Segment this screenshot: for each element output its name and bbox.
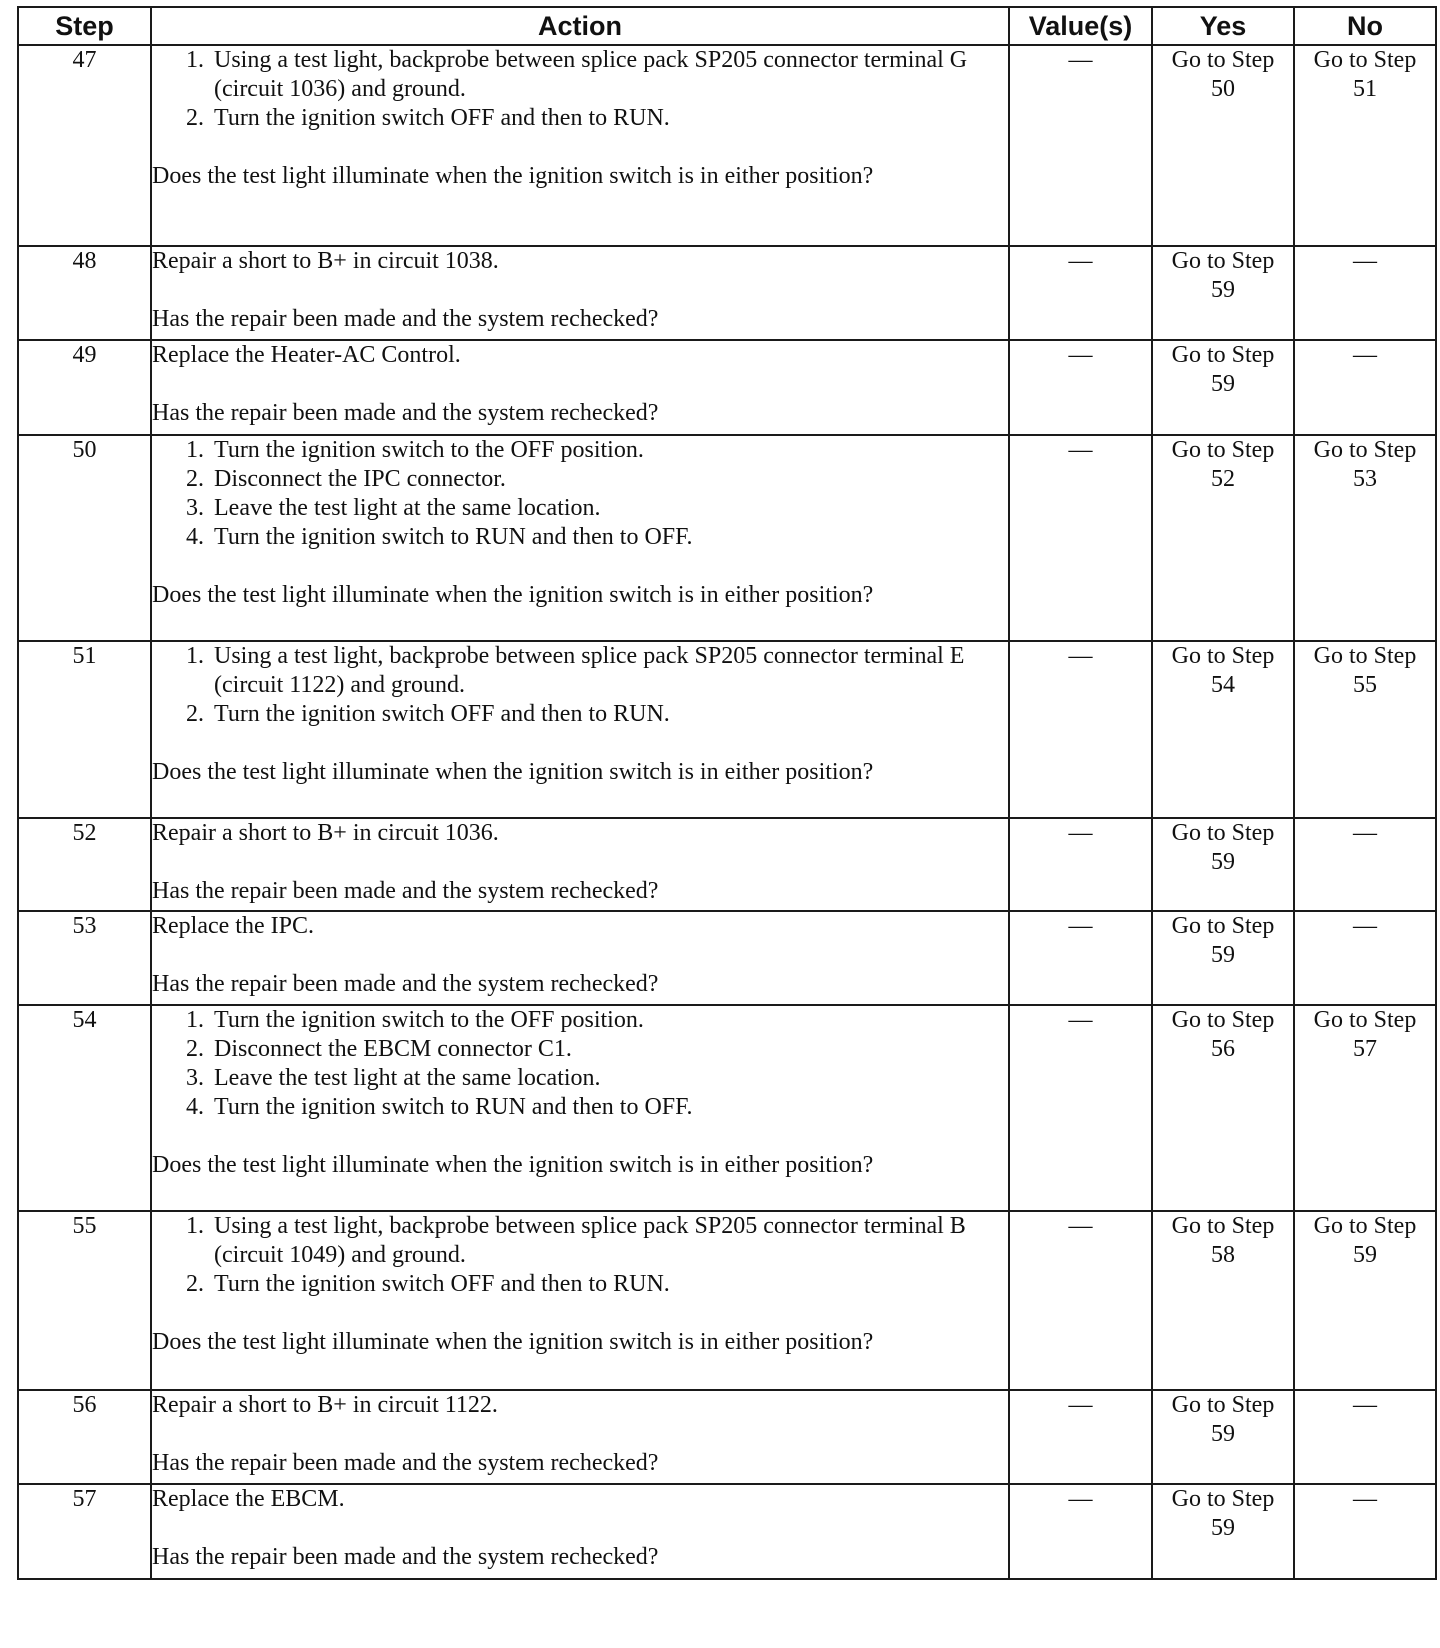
question-text: Has the repair been made and the system rechecked? [152,1450,659,1476]
no-goto-text: — [1353,820,1377,846]
yes-cell [1152,1211,1294,1390]
question-text: Has the repair been made and the system rechecked? [152,971,659,997]
action-text: Replace the IPC. [152,913,314,939]
table-row [18,246,1436,340]
yes-goto-text: Go to Step [1171,437,1275,463]
instruction-item: 1. Turn the ignition switch to the OFF position. [210,436,1008,465]
no-goto-text: Go to Step [1313,1213,1417,1239]
instruction-item: 1. Turn the ignition switch to the OFF position. [210,1006,1008,1035]
instruction-item: 3. Leave the test light at the same location. [210,494,1008,523]
instruction-item: 2. Turn the ignition switch OFF and then to RUN. [210,1270,1008,1299]
table-row [18,45,1436,246]
header-no: No [1294,7,1436,45]
step-number: 47 [18,45,151,246]
value-cell: — [1009,818,1152,911]
instruction-item: 4. Turn the ignition switch to RUN and then to OFF. [210,523,1008,552]
value-cell: — [1009,1211,1152,1390]
no-goto-text: Go to Step [1313,47,1417,73]
header-values: Value(s) [1009,7,1152,45]
yes-cell [1152,1005,1294,1211]
instruction-item: 1. Using a test light, backprobe between splice pack SP205 connector terminal B (circuit 1049) and ground. [210,1212,1008,1270]
no-goto-text: — [1353,1486,1377,1512]
action-text: Repair a short to B+ in circuit 1122. [152,1392,498,1418]
value-cell: — [1009,45,1152,246]
header-action: Action [151,7,1009,45]
value-cell: — [1009,911,1152,1005]
value-cell: — [1009,1005,1152,1211]
yes-cell [1152,435,1294,641]
question-text: Does the test light illuminate when the ignition switch is in either position? [152,163,874,189]
no-goto-text: Go to Step [1313,643,1417,669]
instruction-item: 2. Turn the ignition switch OFF and then to RUN. [210,700,1008,729]
step-number: 48 [18,246,151,340]
question-text: Has the repair been made and the system rechecked? [152,1544,659,1570]
yes-goto-text: Go to Step [1171,1007,1275,1033]
no-goto-text: Go to Step [1313,1007,1417,1033]
table-row [18,911,1436,1005]
instruction-item: 2. Disconnect the IPC connector. [210,465,1008,494]
action-cell [151,1005,1009,1211]
table-row [18,1484,1436,1579]
instruction-list [152,46,1008,133]
yes-goto-text: 59 [1211,1515,1235,1541]
table-row [18,1211,1436,1390]
no-goto-text: 57 [1353,1036,1377,1062]
step-number: 49 [18,340,151,435]
step-number: 54 [18,1005,151,1211]
step-number: 51 [18,641,151,818]
yes-goto-text: Go to Step [1171,913,1275,939]
yes-cell [1152,340,1294,435]
step-number: 57 [18,1484,151,1579]
table-row [18,818,1436,911]
yes-goto-text: Go to Step [1171,342,1275,368]
no-cell [1294,1005,1436,1211]
no-cell [1294,818,1436,911]
no-goto-text: 51 [1353,76,1377,102]
action-cell [151,641,1009,818]
yes-goto-text: Go to Step [1171,1392,1275,1418]
no-cell [1294,435,1436,641]
table-row [18,340,1436,435]
table-row [18,641,1436,818]
step-number: 50 [18,435,151,641]
yes-goto-text: 59 [1211,849,1235,875]
question-text: Does the test light illuminate when the ignition switch is in either position? [152,759,874,785]
yes-cell [1152,818,1294,911]
no-goto-text: Go to Step [1313,437,1417,463]
yes-goto-text: 50 [1211,76,1235,102]
table-body [18,45,1436,1579]
value-cell: — [1009,340,1152,435]
yes-goto-text: 56 [1211,1036,1235,1062]
action-cell [151,1484,1009,1579]
no-goto-text: 53 [1353,466,1377,492]
action-cell [151,246,1009,340]
header-row [18,7,1436,45]
yes-goto-text: Go to Step [1171,248,1275,274]
question-text: Does the test light illuminate when the ignition switch is in either position? [152,582,874,608]
step-number: 53 [18,911,151,1005]
action-text: Replace the Heater-AC Control. [152,342,461,368]
yes-goto-text: Go to Step [1171,820,1275,846]
action-cell [151,435,1009,641]
table-row [18,435,1436,641]
no-cell [1294,340,1436,435]
action-text: Replace the EBCM. [152,1486,345,1512]
instruction-item: 2. Turn the ignition switch OFF and then to RUN. [210,104,1008,133]
instruction-list [152,1006,1008,1122]
no-cell [1294,911,1436,1005]
instruction-item: 2. Disconnect the EBCM connector C1. [210,1035,1008,1064]
yes-goto-text: 59 [1211,371,1235,397]
yes-goto-text: 59 [1211,1421,1235,1447]
yes-cell [1152,246,1294,340]
yes-cell [1152,45,1294,246]
action-cell [151,340,1009,435]
yes-goto-text: Go to Step [1171,1486,1275,1512]
yes-goto-text: 59 [1211,942,1235,968]
no-cell [1294,45,1436,246]
no-goto-text: — [1353,342,1377,368]
value-cell: — [1009,1484,1152,1579]
yes-goto-text: Go to Step [1171,1213,1275,1239]
action-text: Repair a short to B+ in circuit 1036. [152,820,499,846]
instruction-item: 3. Leave the test light at the same location. [210,1064,1008,1093]
table-row [18,1005,1436,1211]
yes-goto-text: 59 [1211,277,1235,303]
no-cell [1294,641,1436,818]
instruction-item: 1. Using a test light, backprobe between splice pack SP205 connector terminal G (circuit 1036) and ground. [210,46,1008,104]
question-text: Has the repair been made and the system rechecked? [152,306,659,332]
value-cell: — [1009,246,1152,340]
yes-goto-text: 52 [1211,466,1235,492]
question-text: Does the test light illuminate when the ignition switch is in either position? [152,1152,874,1178]
table-row [18,1390,1436,1484]
question-text: Does the test light illuminate when the ignition switch is in either position? [152,1329,874,1355]
step-number: 55 [18,1211,151,1390]
instruction-list [152,642,1008,729]
header-yes: Yes [1152,7,1294,45]
instruction-list [152,436,1008,552]
header-step: Step [18,7,151,45]
value-cell: — [1009,641,1152,818]
step-number: 56 [18,1390,151,1484]
no-goto-text: — [1353,248,1377,274]
question-text: Has the repair been made and the system rechecked? [152,400,659,426]
diagnostic-table [17,6,1437,1580]
no-goto-text: — [1353,1392,1377,1418]
value-cell: — [1009,1390,1152,1484]
step-number: 52 [18,818,151,911]
action-text: Repair a short to B+ in circuit 1038. [152,248,499,274]
no-cell [1294,246,1436,340]
no-goto-text: 55 [1353,672,1377,698]
action-cell [151,1211,1009,1390]
yes-goto-text: 54 [1211,672,1235,698]
action-cell [151,818,1009,911]
yes-goto-text: Go to Step [1171,643,1275,669]
value-cell: — [1009,435,1152,641]
action-cell [151,911,1009,1005]
no-goto-text: 59 [1353,1242,1377,1268]
no-cell [1294,1390,1436,1484]
no-goto-text: — [1353,913,1377,939]
instruction-item: 4. Turn the ignition switch to RUN and then to OFF. [210,1093,1008,1122]
yes-goto-text: 58 [1211,1242,1235,1268]
yes-cell [1152,1484,1294,1579]
yes-cell [1152,1390,1294,1484]
yes-cell [1152,911,1294,1005]
action-cell [151,45,1009,246]
action-cell [151,1390,1009,1484]
yes-cell [1152,641,1294,818]
instruction-list [152,1212,1008,1299]
instruction-item: 1. Using a test light, backprobe between splice pack SP205 connector terminal E (circuit 1122) and ground. [210,642,1008,700]
no-cell [1294,1211,1436,1390]
yes-goto-text: Go to Step [1171,47,1275,73]
no-cell [1294,1484,1436,1579]
question-text: Has the repair been made and the system rechecked? [152,878,659,904]
